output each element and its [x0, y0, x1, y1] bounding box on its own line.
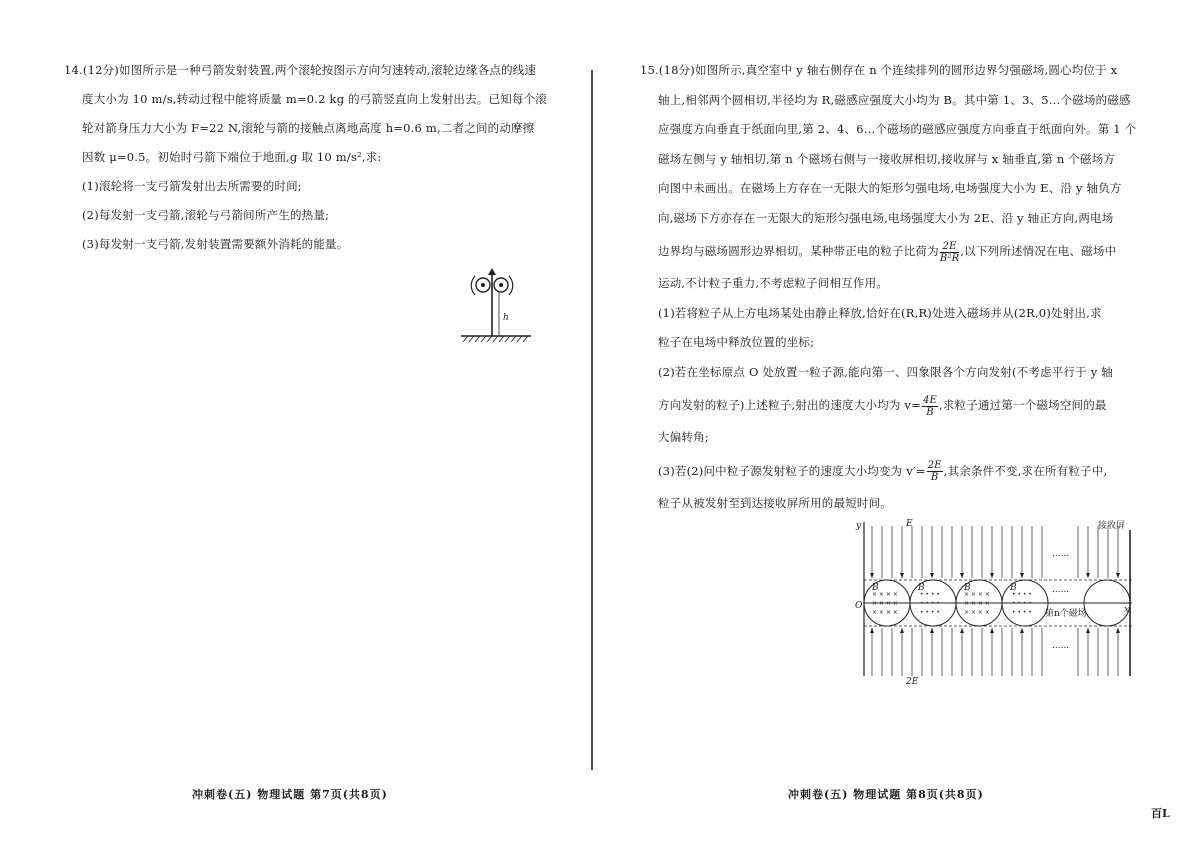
q15-line-6: 向,磁场下方亦存在一无限大的矩形匀强电场,电场强度大小为 2E、沿 y 轴正方向,两电场 — [658, 210, 1114, 225]
question-15 — [640, 56, 1136, 518]
q15-line-3: 应强度方向垂直于纸面向里,第 2、4、6…个磁场的磁感应强度方向垂直于纸面向外。第 1 个 — [658, 122, 1137, 136]
right-roller-axle — [499, 283, 503, 287]
upper-ellipsis: ...... — [1052, 549, 1070, 559]
q15-line-2: 轴上,相邻两个圆相切,半径均为 R,磁感应强度大小均为 B。其中第 1、3、5…个磁场的磁感 — [658, 92, 1131, 107]
q15-part3-line-1-a: (3)若(2)问中粒子源发射粒子的速度大小均变为 v′= — [658, 463, 926, 478]
arrow-launcher-figure — [455, 268, 535, 348]
question-14 — [64, 56, 547, 259]
q15-line-7 — [640, 233, 1136, 269]
left-rotation-arrow-icon — [471, 276, 475, 295]
q14-line-2: 度大小为 10 m/s,转动过程中能将质量 m=0.2 kg 的弓箭竖直向上发射出去。已知每个滚 — [82, 92, 548, 106]
svg-text:× × × ×: × × × × — [964, 609, 990, 616]
svg-text:• • • •: • • • • — [920, 591, 940, 598]
q15-line-7-b: ,以下列所述情况在电、磁场中 — [960, 244, 1117, 258]
q15-part2-line-2-a: 方向发射的粒子)上述粒子,射出的速度大小均为 v= — [658, 398, 921, 412]
svg-text:• • • •: • • • • — [1012, 600, 1032, 607]
q14-line-1: 14.(12分)如图所示是一种弓箭发射装置,两个滚轮按图示方向匀速转动,滚轮边缘各点的线速 — [64, 63, 537, 77]
screen-label: 接收屏 — [1098, 521, 1126, 531]
lower-field-label: 2E — [906, 677, 919, 686]
charge-ratio-den: B²R — [939, 252, 960, 264]
q15-line-1: 15.(18分)如图所示,真空室中 y 轴右侧存在 n 个连续排列的圆形边界匀强磁场,圆心均位于 x — [640, 63, 1118, 77]
v-num: 4E — [922, 394, 937, 406]
q15-part1-line-1: (1)若将粒子从上方电场某处由静止释放,恰好在(R,R)处进入磁场并从(2R,0)处射出,求 — [658, 305, 1102, 320]
svg-text:• • • •: • • • • — [920, 609, 940, 616]
left-roller-axle — [481, 283, 485, 287]
right-page — [600, 0, 1200, 848]
x-axis-label: x — [1124, 605, 1130, 615]
svg-text:× × × ×: × × × × — [964, 591, 990, 598]
field-label-b4: B — [1010, 583, 1017, 593]
v-den: B — [926, 406, 934, 418]
q15-part3-line-1-b: ,其余条件不变,求在所有粒子中, — [943, 463, 1108, 478]
y-axis-label: y — [856, 521, 862, 531]
field-label-b3: B — [964, 583, 971, 593]
q14-sub-2: (2)每发射一支弓箭,滚轮与弓箭间所产生的热量; — [82, 208, 330, 222]
page-divider — [591, 70, 593, 770]
svg-text:× × × ×: × × × × — [872, 600, 898, 607]
left-page — [0, 0, 590, 848]
q14-line-3: 轮对箭身压力大小为 F=22 N,滚轮与箭的接触点离地高度 h=0.6 m,二者之间的动摩擦 — [82, 121, 535, 135]
right-rotation-arrow-icon — [509, 276, 513, 295]
field-label-b2: B — [918, 583, 925, 593]
upper-field-arrowheads — [870, 573, 1120, 578]
corner-mark: 百L — [1151, 807, 1170, 820]
svg-text:• • • •: • • • • — [1012, 609, 1032, 616]
svg-text:× × × ×: × × × × — [872, 609, 898, 616]
q15-part3-line-2: 粒子从被发射至到达接收屏所用的最短时间。 — [658, 495, 892, 510]
left-footer: 冲刺卷(五) 物理试题 第7页(共8页) — [192, 788, 388, 801]
v-prime-fraction — [927, 460, 943, 483]
q15-line-5: 向图中未画出。在磁场上方存在一无限大的矩形匀强电场,电场强度大小为 E、沿 y 轴负方 — [658, 181, 1122, 195]
q15-line-8: 运动,不计粒子重力,不考虑粒子间相互作用。 — [658, 276, 889, 290]
svg-text:× × × ×: × × × × — [872, 591, 898, 598]
q15-part2-line-2-b: ,求粒子通过第一个磁场空间的最 — [939, 398, 1107, 412]
lower-field-arrowheads — [870, 628, 1120, 633]
arrow-head-icon — [488, 268, 496, 275]
q15-part3-line-1 — [640, 453, 1136, 489]
q15-line-7-a: 边界均与磁场圆形边界相切。某种带正电的粒子比荷为 — [658, 244, 939, 258]
origin-label: O — [855, 601, 863, 611]
q15-line-4: 磁场左侧与 y 轴相切,第 n 个磁场右侧与一接收屏相切,接收屏与 x 轴垂直,第 n 个磁场方 — [658, 151, 1116, 166]
q15-part1-line-2: 粒子在电场中释放位置的坐标; — [658, 335, 815, 349]
upper-field-label: E — [906, 519, 913, 529]
q15-part2-line-3: 大偏转角; — [658, 430, 709, 444]
v-fraction — [922, 395, 938, 418]
q14-line-4: 因数 μ=0.5。初始时弓箭下端位于地面,g 取 10 m/s²,求: — [82, 150, 382, 164]
nth-field-label: 第n个磁场 — [1045, 609, 1087, 619]
svg-text:• • • •: • • • • — [1012, 591, 1032, 598]
q15-part2-line-1: (2)若在坐标原点 O 处放置一粒子源,能向第一、四象限各个方向发射(不考虑平行于 y 轴 — [658, 364, 1113, 379]
v-prime-num: 2E — [927, 460, 942, 471]
ground-hatching — [463, 336, 528, 342]
v-prime-den: B — [930, 472, 939, 483]
charge-ratio-num: 2E — [940, 241, 960, 253]
right-footer: 冲刺卷(五) 物理试题 第8页(共8页) — [788, 788, 984, 801]
field-label-b1: B — [872, 583, 879, 593]
svg-text:• • • •: • • • • — [920, 600, 940, 607]
upper-field-lines — [872, 526, 1118, 578]
q15-part2-line-2 — [640, 387, 1136, 423]
q14-sub-1: (1)滚轮将一支弓箭发射出去所需要的时间; — [82, 179, 302, 193]
middle-ellipsis: ...... — [1052, 585, 1070, 595]
lower-field-lines — [872, 628, 1118, 676]
svg-text:× × × ×: × × × × — [964, 600, 990, 607]
q14-sub-3: (3)每发射一支弓箭,发射装置需要额外消耗的能量。 — [82, 237, 349, 251]
height-label: h — [503, 313, 509, 323]
lower-ellipsis: ...... — [1052, 641, 1070, 651]
charge-ratio-fraction — [940, 241, 960, 264]
magnetic-field-figure — [850, 516, 1140, 686]
